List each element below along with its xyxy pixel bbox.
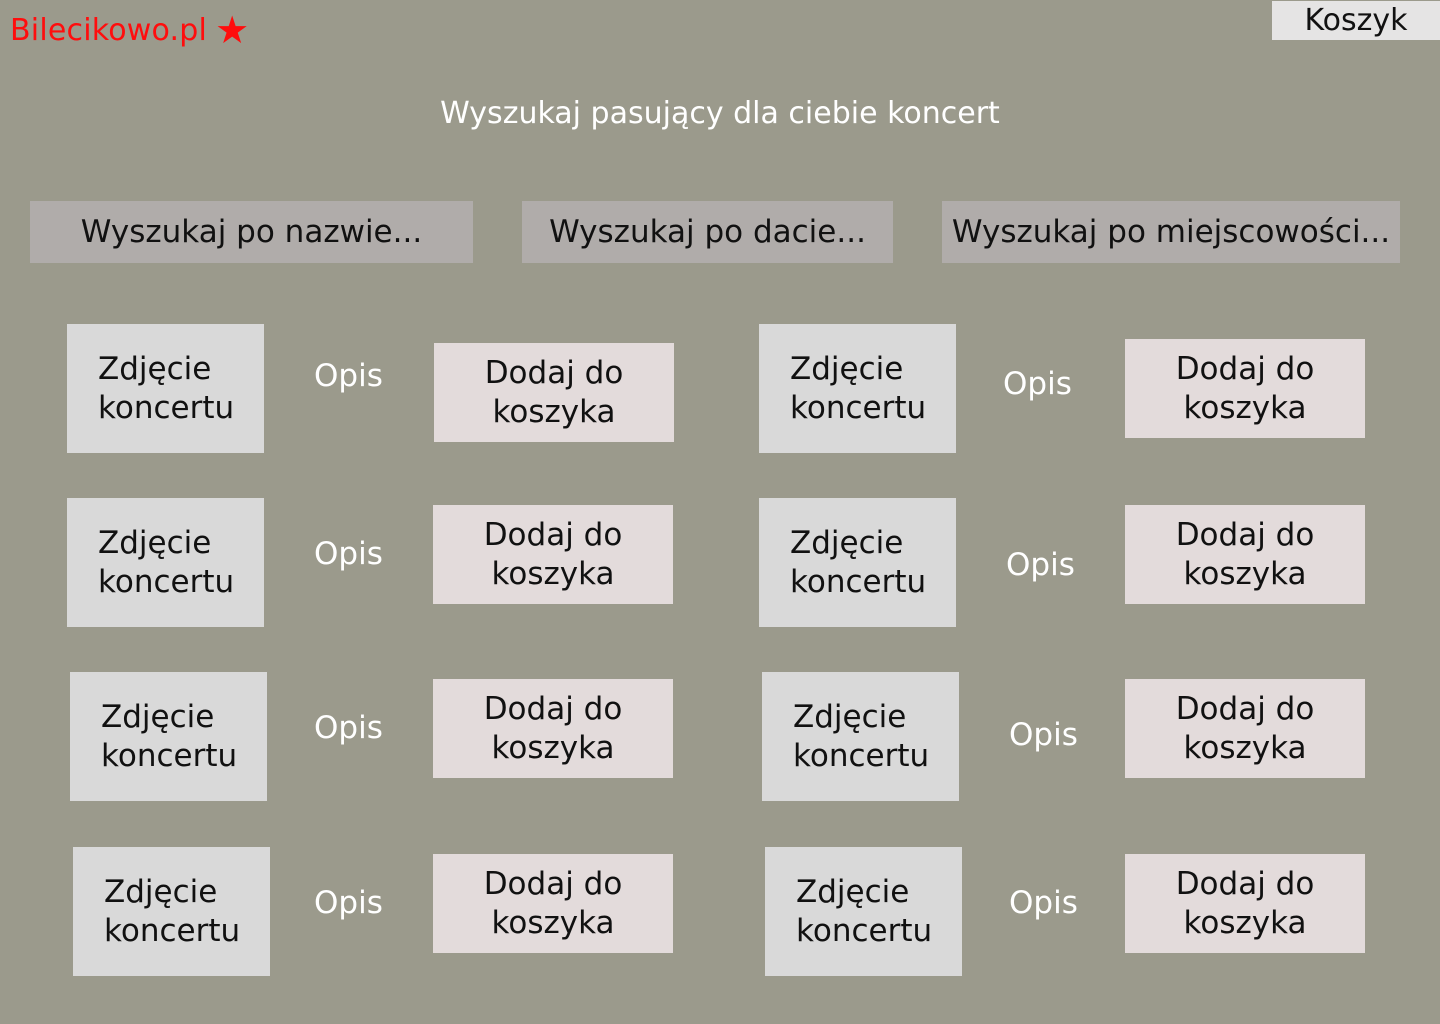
concert-photo: Zdjęcie koncertu [73,847,270,976]
concert-photo: Zdjęcie koncertu [762,672,959,801]
concert-photo: Zdjęcie koncertu [70,672,267,801]
concert-photo: Zdjęcie koncertu [67,324,264,453]
add-to-cart-button[interactable]: Dodaj do koszyka [1125,339,1365,438]
concert-description: Opis [1006,547,1075,583]
add-to-cart-button[interactable]: Dodaj do koszyka [1125,854,1365,953]
star-icon: ★ [215,8,250,52]
concert-description: Opis [314,710,383,746]
concert-description: Opis [1009,717,1078,753]
add-to-cart-button[interactable]: Dodaj do koszyka [433,854,673,953]
add-to-cart-button[interactable]: Dodaj do koszyka [1125,505,1365,604]
logo-text: Bilecikowo.pl [10,12,208,48]
site-logo[interactable] [10,8,249,52]
add-to-cart-button[interactable]: Dodaj do koszyka [433,679,673,778]
search-by-date-input[interactable]: Wyszukaj po dacie... [522,201,893,263]
cart-button[interactable]: Koszyk [1272,1,1440,40]
concert-description: Opis [314,885,383,921]
add-to-cart-button[interactable]: Dodaj do koszyka [434,343,674,442]
concert-description: Opis [314,536,383,572]
add-to-cart-button[interactable]: Dodaj do koszyka [433,505,673,604]
page-headline: Wyszukaj pasujący dla ciebie koncert [440,96,1000,131]
concert-photo: Zdjęcie koncertu [67,498,264,627]
add-to-cart-button[interactable]: Dodaj do koszyka [1125,679,1365,778]
concert-description: Opis [1009,885,1078,921]
search-by-city-input[interactable]: Wyszukaj po miejscowości... [942,201,1400,263]
concert-description: Opis [1003,366,1072,402]
concert-description: Opis [314,358,383,394]
concert-photo: Zdjęcie koncertu [759,498,956,627]
concert-photo: Zdjęcie koncertu [759,324,956,453]
search-by-name-input[interactable]: Wyszukaj po nazwie... [30,201,473,263]
concert-photo: Zdjęcie koncertu [765,847,962,976]
